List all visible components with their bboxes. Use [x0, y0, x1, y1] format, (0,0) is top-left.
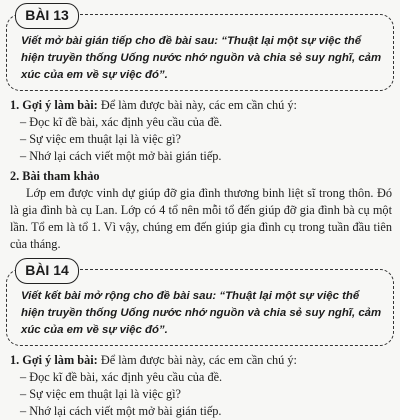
section-13-hints-list [10, 114, 392, 165]
exercise-13 [6, 7, 394, 91]
section-14-hints-list [10, 369, 392, 420]
section-13-sample [0, 168, 400, 253]
section-13-hints [0, 97, 400, 165]
exercise-14-prompt: Viết kết bài mở rộng cho đề bài sau: “Thuật lại một sự việc thể hiện truyền thống Uống nước nhớ nguồn và chia sẻ suy nghĩ, cảm xúc của em về sự việc đó”. [21, 290, 382, 336]
section-13-hints-heading [10, 97, 392, 114]
section-13-hints-title: 1. Gợi ý làm bài: [10, 98, 98, 112]
exercise-14-box [6, 262, 394, 346]
list-item: – Đọc kĩ đề bài, xác định yêu cầu của đề. [20, 115, 223, 129]
exercise-13-prompt: Viết mở bài gián tiếp cho đề bài sau: “Thuật lại một sự việc thể hiện truyền thống Uống nước nhớ nguồn và chia sẻ suy nghĩ, cảm xúc của em về sự việc đó”. [21, 35, 382, 81]
list-item: – Nhớ lại cách viết một mở bài gián tiếp. [20, 149, 222, 163]
section-13-sample-paragraph: Lớp em được vinh dự giúp đỡ gia đình thương binh liệt sĩ trong thôn. Đó là gia đình bà cụ Lan. Lớp có 4 tổ nên mỗi tổ đến giúp đỡ gia đình bà cụ một lần. Tổ em là tổ 1. Vì vậy, chúng em đến giúp gia đình cụ trong tuần đầu tiên của tháng. [10, 186, 392, 251]
section-13-hints-intro: Để làm được bài này, các em cần chú ý: [100, 98, 297, 112]
section-14-hints-title: 1. Gợi ý làm bài: [10, 353, 98, 367]
section-14-hints [0, 352, 400, 420]
exercise-14-badge: BÀI 14 [15, 258, 79, 284]
list-item: – Sự việc em thuật lại là việc gì? [20, 132, 182, 146]
exercise-14 [6, 262, 394, 346]
list-item: – Nhớ lại cách viết một mở bài gián tiếp. [20, 404, 222, 418]
section-14-hints-intro: Để làm được bài này, các em cần chú ý: [100, 353, 297, 367]
list-item: – Đọc kĩ đề bài, xác định yêu cầu của đề. [20, 370, 223, 384]
section-14-hints-heading [10, 352, 392, 369]
section-13-sample-heading: 2. Bài tham khảo [10, 169, 100, 183]
list-item: – Sự việc em thuật lại là việc gì? [20, 387, 182, 401]
exercise-13-badge: BÀI 13 [15, 3, 79, 29]
exercise-13-box [6, 7, 394, 91]
